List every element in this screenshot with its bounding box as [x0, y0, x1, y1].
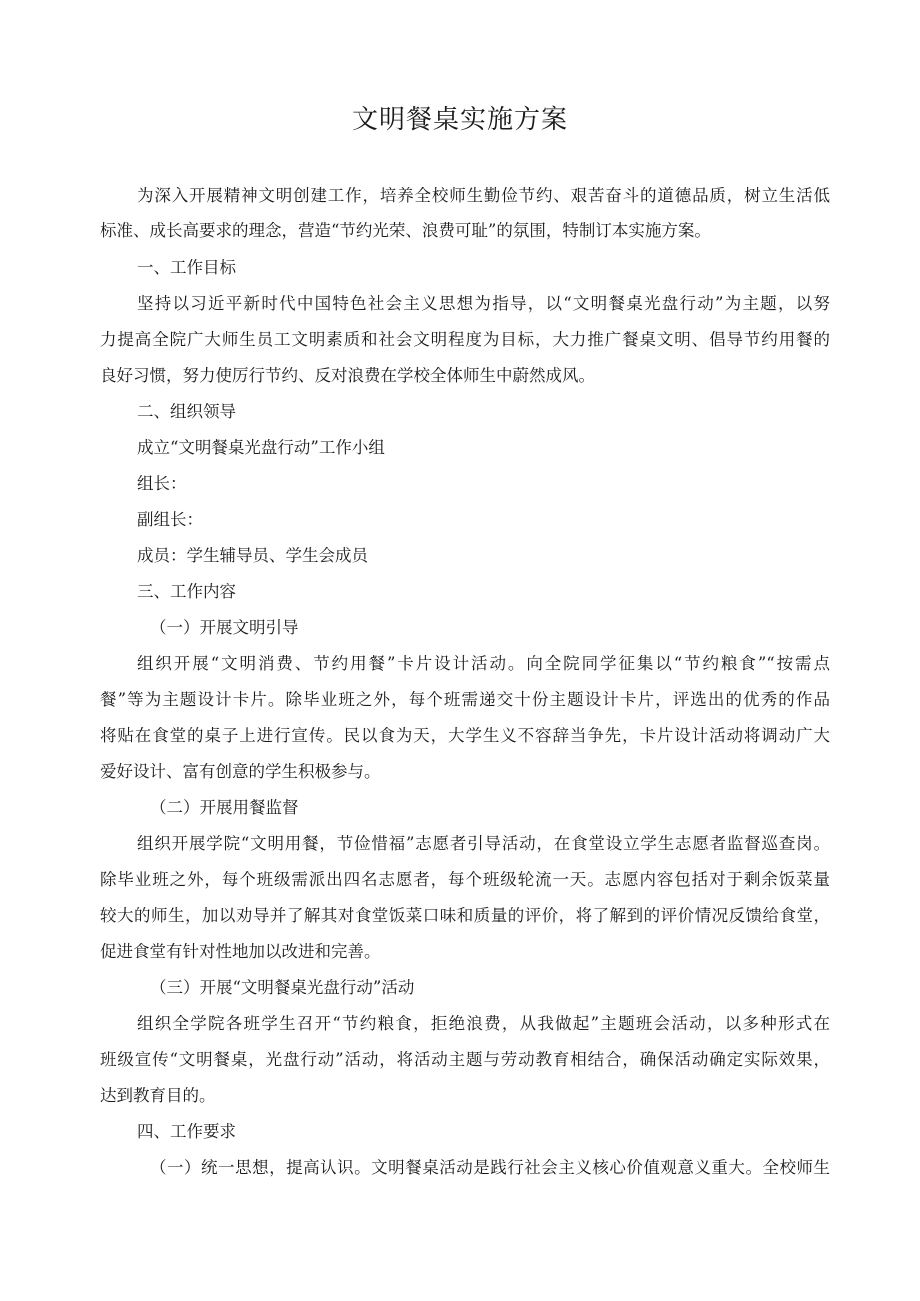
paragraph-line: 餐”等为主题设计卡片。除毕业班之外，每个班需递交十份主题设计卡片，评选出的优秀的作品 [100, 690, 830, 709]
paragraph-line: 组织开展学院“文明用餐，节俭惜福”志愿者引导活动，在食堂设立学生志愿者监督巡查岗。 [137, 834, 830, 853]
section-heading: 三、工作内容 [137, 582, 236, 601]
paragraph-line: （一）统一思想，提高认识。文明餐桌活动是践行社会主义核心价值观意义重大。全校师生 [150, 1158, 830, 1177]
paragraph-line: 坚持以习近平新时代中国特色社会主义思想为指导，以“文明餐桌光盘行动”为主题，以努 [137, 294, 830, 313]
paragraph-line: 促进食堂有针对性地加以改进和完善。 [100, 942, 381, 961]
section-heading: 四、工作要求 [137, 1122, 236, 1141]
paragraph-line: 良好习惯，努力使厉行节约、反对浪费在学校全体师生中蔚然成风。 [100, 366, 595, 385]
paragraph-line: 为深入开展精神文明创建工作，培养全校师生勤俭节约、艰苦奋斗的道德品质，树立生活低 [137, 186, 830, 205]
paragraph-line: 较大的师生，加以劝导并了解其对食堂饭菜口味和质量的评价，将了解到的评价情况反馈给食堂， [100, 906, 830, 925]
paragraph-line: 达到教育目的。 [100, 1086, 216, 1105]
paragraph-line: 班级宣传“文明餐桌，光盘行动”活动，将活动主题与劳动教育相结合，确保活动确定实际效果， [100, 1050, 830, 1069]
paragraph-line: 除毕业班之外，每个班级需派出四名志愿者，每个班级轮流一天。志愿内容包括对于剩余饭菜量 [100, 870, 830, 889]
subsection-heading: （二）开展用餐监督 [150, 798, 299, 817]
section-heading: 二、组织领导 [137, 402, 236, 421]
section-heading: 一、工作目标 [137, 258, 236, 277]
paragraph-line: 成立“文明餐桌光盘行动”工作小组 [137, 438, 385, 457]
paragraph-line: 成员：学生辅导员、学生会成员 [137, 546, 368, 565]
subsection-heading: （一）开展文明引导 [150, 618, 299, 637]
paragraph-line: 组长： [137, 474, 187, 493]
paragraph-line: 标准、成长高要求的理念，营造“节约光荣、浪费可耻”的氛围，特制订本实施方案。 [100, 221, 711, 240]
document-title: 文明餐桌实施方案 [351, 105, 568, 135]
paragraph-line: 力提高全院广大师生员工文明素质和社会文明程度为目标，大力推广餐桌文明、倡导节约用餐的 [100, 330, 830, 349]
paragraph-line: 将贴在食堂的桌子上进行宣传。民以食为天，大学生义不容辞当争先，卡片设计活动将调动广大 [100, 726, 830, 745]
paragraph-line: 组织全学院各班学生召开“节约粮食，拒绝浪费，从我做起”主题班会活动，以多种形式在 [137, 1014, 830, 1033]
paragraph-line: 爱好设计、富有创意的学生积极参与。 [100, 762, 381, 781]
subsection-heading: （三）开展“文明餐桌光盘行动”活动 [150, 978, 415, 997]
paragraph-line: 副组长： [137, 510, 203, 529]
paragraph-line: 组织开展“文明消费、节约用餐”卡片设计活动。向全院同学征集以“节约粮食”“按需点 [137, 654, 830, 673]
